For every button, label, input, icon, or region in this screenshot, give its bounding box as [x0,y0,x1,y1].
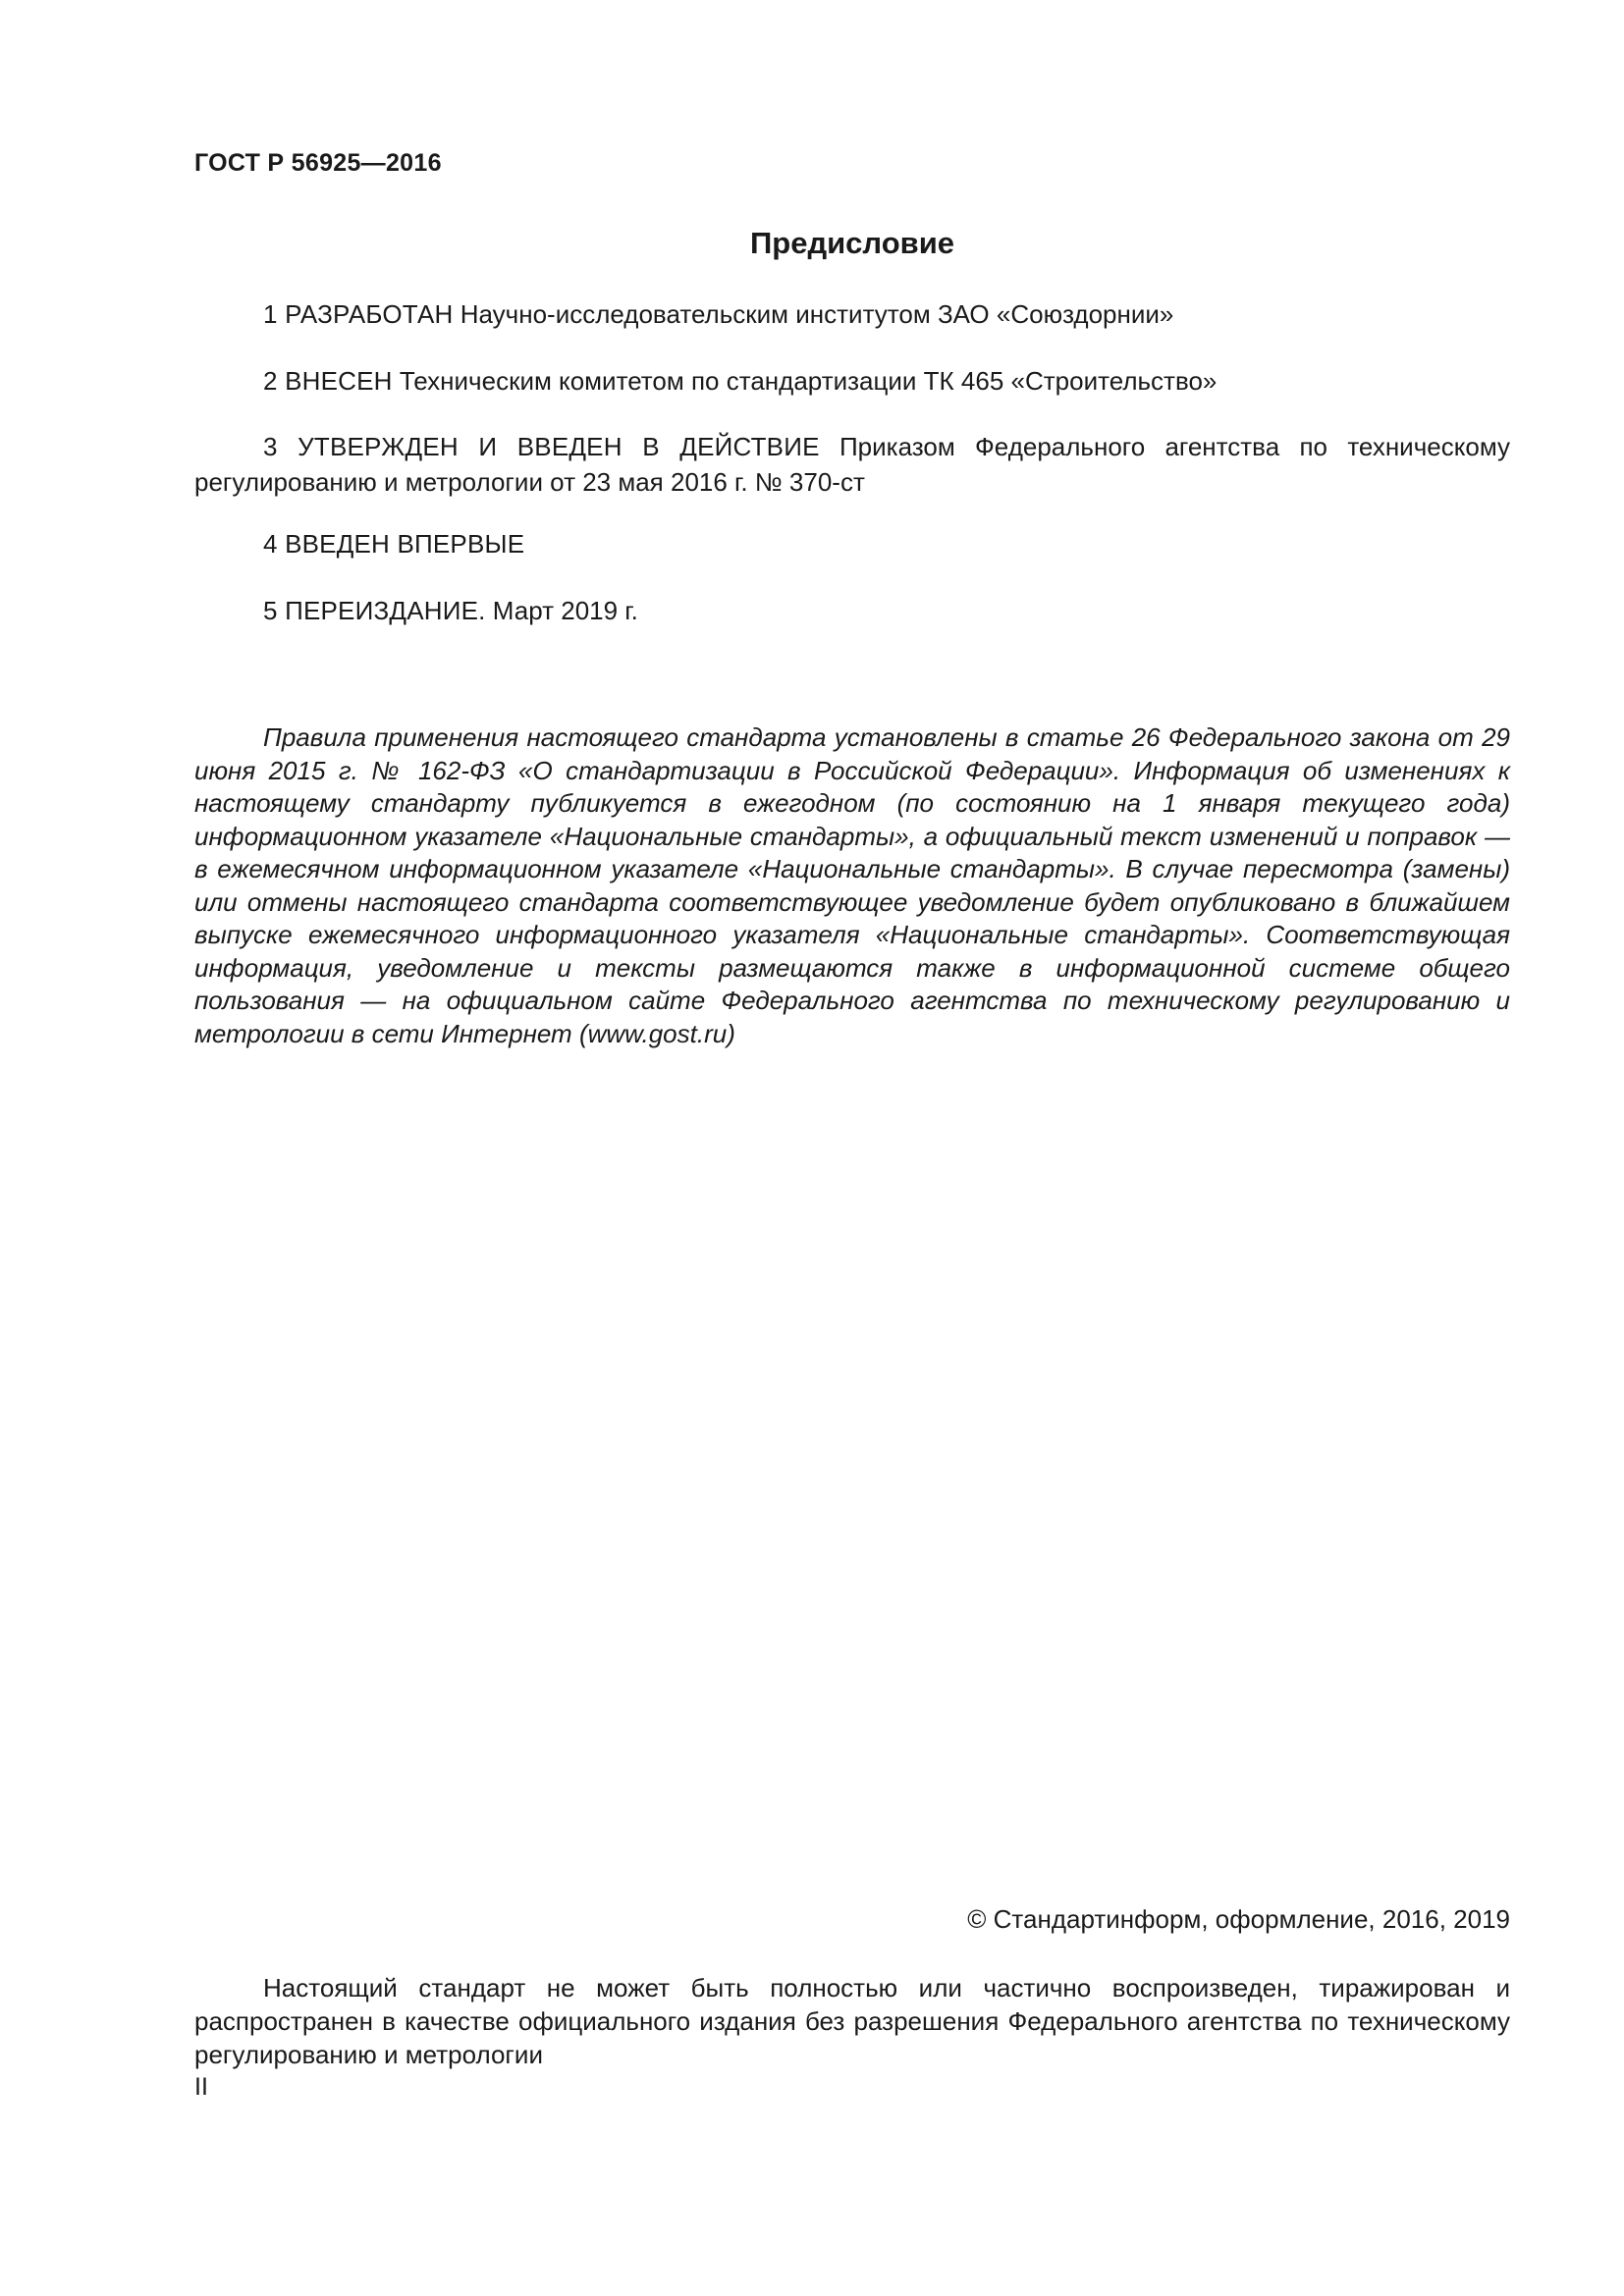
foreword-item-1 [194,296,1510,332]
copyright-line: © Стандартинформ, оформление, 2016, 2019 [967,1904,1510,1934]
foreword-item-5 [194,593,1510,628]
foreword-item-lead: 3 УТВЕРЖДЕН И ВВЕДЕН В ДЕЙСТВИЕ [263,432,820,461]
foreword-item-lead: 4 ВВЕДЕН ВПЕРВЫЕ [263,529,525,559]
foreword-item-lead: 1 РАЗРАБОТАН [263,299,454,329]
page-number: II [194,2073,208,2101]
document-designation: ГОСТ Р 56925—2016 [194,149,442,177]
foreword-item-text: Техническим комитетом по стандартизации ТК 465 «Строительство» [392,366,1218,396]
foreword-item-3 [194,429,1510,500]
foreword-item-text: Март 2019 г. [485,596,638,625]
foreword-item-2 [194,363,1510,399]
page-title: Предисловие [749,226,954,260]
foreword-item-lead: 5 ПЕРЕИЗДАНИЕ. [263,596,486,625]
foreword-item-4 [194,526,1510,561]
reproduction-rights-notice: Настоящий стандарт не может быть полностью или частично воспроизведен, тиражирован и распространен в качестве официального издания без разрешения Федерального агентства по техническому регулированию и метрологии [194,1973,1510,2069]
application-rules-notice: Правила применения настоящего стандарта установлены в статье 26 Федерального закона от 29 июня 2015 г. № 162-ФЗ «О стандартизации в Российской Федерации». Информация об изменениях к настоящему стандарту публикуется в ежегодном (по состоянию на 1 января текущего года) информационном указателе «Национальные стандарты», а официальный текст изменений и поправок — в ежемесячном информационном указателе «Национальные стандарты». В случае пересмотра (замены) или отмены настоящего стандарта соответствующее уведомление будет опубликовано в ближайшем выпуске ежемесячного информационного указателя «Национальные стандарты». Соответствующая информация, уведомление и тексты размещаются также в информационной системе общего пользования — на официальном сайте Федерального агентства по техническому регулированию и метрологии в сети Интернет (www.gost.ru) [194,722,1510,1048]
foreword-item-text: Научно-исследовательским институтом ЗАО «Союздорнии» [453,299,1174,329]
foreword-item-text: Приказом Федерального агентства по техническому регулированию и метрологии от 23 мая 2016 г. № 370-ст [194,432,1511,497]
foreword-item-lead: 2 ВНЕСЕН [263,366,393,396]
